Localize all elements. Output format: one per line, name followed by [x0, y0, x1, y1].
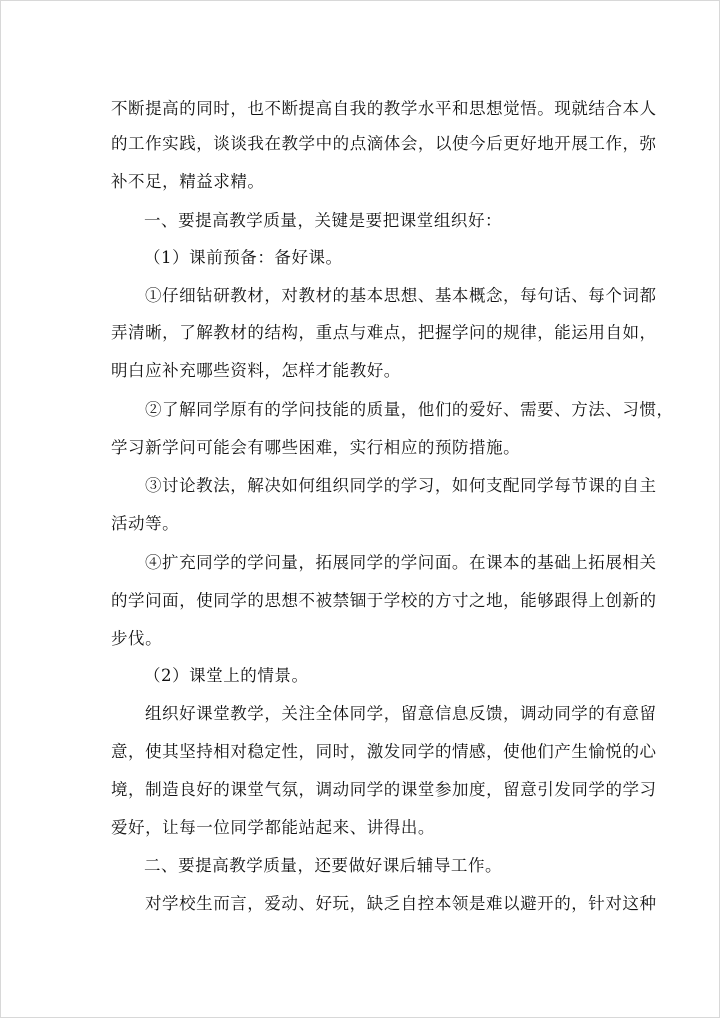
text-line: 明白应补充哪些资料，怎样才能教好。 — [111, 361, 401, 380]
text-line: 境，制造良好的课堂气氛，调动同学的课堂参加度，留意引发同学的学习 — [111, 780, 657, 799]
text-line: ②了解同学原有的学问技能的质量，他们的爱好、需要、方法、习惯， — [145, 400, 674, 419]
text-line: 补不足，精益求精。 — [111, 172, 265, 191]
text-line: 弄清晰，了解教材的结构，重点与难点，把握学问的规律，能运用自如， — [111, 323, 657, 342]
section-heading: 一、要提高教学质量，关键是要把课堂组织好： — [144, 211, 503, 230]
text-line: 的学问面，使同学的思想不被禁锢于学校的方寸之地，能够跟得上创新的 — [111, 591, 657, 610]
text-line: 不断提高的同时，也不断提高自我的教学水平和思想觉悟。现就结合本人 — [111, 99, 657, 118]
text-line: 步伐。 — [111, 629, 163, 648]
section-heading: 二、要提高教学质量，还要做好课后辅导工作。 — [144, 856, 503, 875]
text-line: 对学校生而言，爱动、好玩，缺乏自控本领是难以避开的，针对这种 — [145, 894, 657, 913]
text-line: 学习新学问可能会有哪些困难，实行相应的预防措施。 — [111, 438, 521, 457]
text-line: 爱好，让每一位同学都能站起来、讲得出。 — [111, 818, 435, 837]
text-line: ④扩充同学的学问量，拓展同学的学问面。在课本的基础上拓展相关 — [145, 553, 657, 572]
subsection-heading: （1）课前预备：备好课。 — [144, 248, 343, 267]
text-line: ①仔细钻研教材，对教材的基本思想、基本概念，每句话、每个词都 — [145, 286, 657, 305]
text-line: 组织好课堂教学，关注全体同学，留意信息反馈，调动同学的有意留 — [145, 704, 657, 723]
text-line: 的工作实践，谈谈我在教学中的点滴体会，以使今后更好地开展工作，弥 — [111, 134, 657, 153]
text-line: 活动等。 — [111, 514, 180, 533]
subsection-heading: （2）课堂上的情景。 — [144, 666, 309, 685]
text-line: 意，使其坚持相对稳定性，同时，激发同学的情感，使他们产生愉悦的心 — [111, 742, 657, 761]
text-line: ③讨论教法，解决如何组织同学的学习，如何支配同学每节课的自主 — [145, 476, 657, 495]
